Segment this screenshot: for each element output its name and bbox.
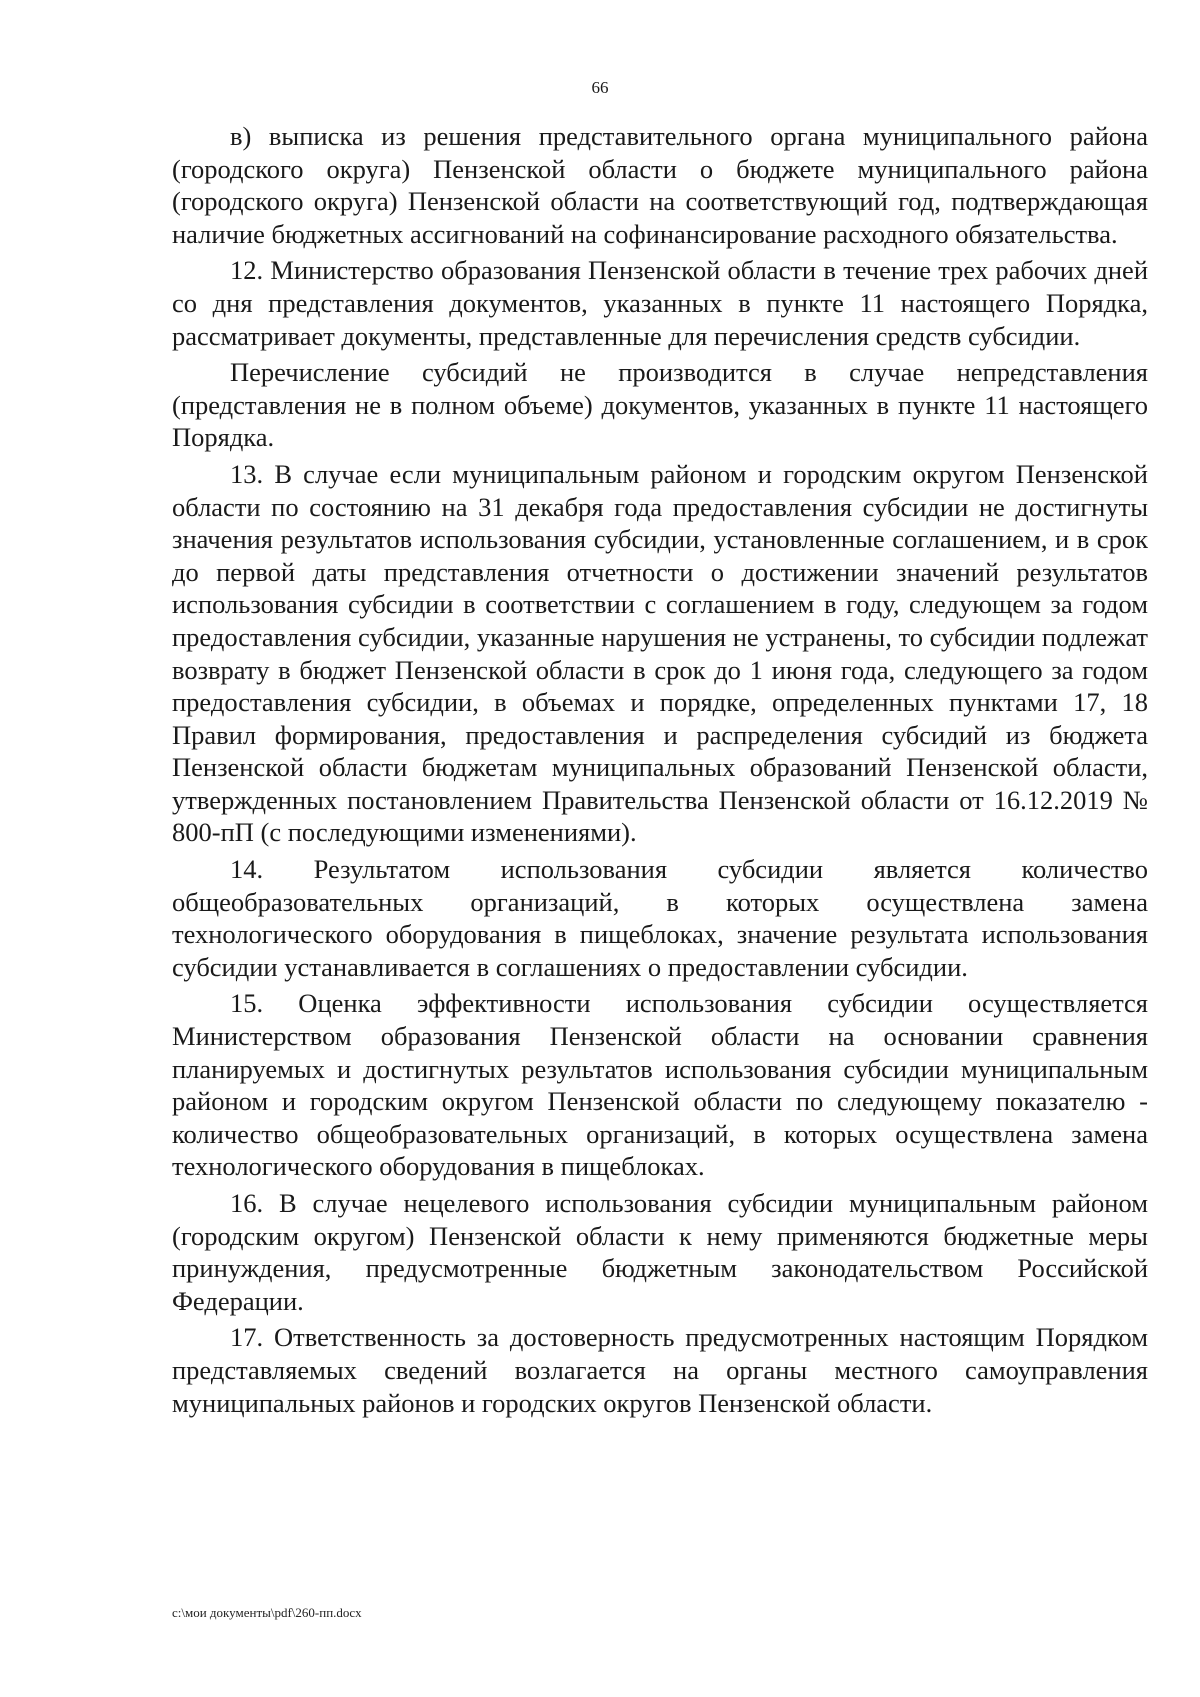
paragraph-v-extract: в) выписка из решения представительного органа муниципального района (городского округа) Пензенской области о бюджете муниципального района (городского округа) Пензенской области на соответствующий год, подтверждающая наличие бюджетных ассигнований на софинансирование расходного обязательства. (172, 121, 1148, 249)
paragraph-17: 17. Ответственность за достоверность предусмотренных настоящим Порядком представляемых сведений возлагается на органы местного самоуправления муниципальных районов и городских округов Пензенской области. (172, 1322, 1148, 1418)
page-number: 66 (591, 78, 609, 97)
paragraph-12: 12. Министерство образования Пензенской области в течение трех рабочих дней со дня представления документов, указанных в пункте 11 настоящего Порядка, рассматривает документы, представленные для перечисления средств субсидии. (172, 255, 1148, 351)
paragraph-14: 14. Результатом использования субсидии является количество общеобразовательных организаций, в которых осуществлена замена технологического оборудования в пищеблоках, значение результата использования субсидии устанавливается в соглашениях о предоставлении субсидии. (172, 854, 1148, 982)
paragraph-13: 13. В случае если муниципальным районом и городским округом Пензенской области по состоянию на 31 декабря года предоставления субсидии не достигнуты значения результатов использования субсидии, установленные соглашением, и в срок до первой даты представления отчетности о достижении значений результатов использования субсидии в соответствии с соглашением в году, следующем за годом предоставления субсидии, указанные нарушения не устранены, то субсидии подлежат возврату в бюджет Пензенской области в срок до 1 июня года, следующего за годом предоставления субсидии, в объемах и порядке, определенных пунктами 17, 18 Правил формирования, предоставления и распределения субсидий из бюджета Пензенской области бюджетам муниципальных образований Пензенской области, утвержденных постановлением Правительства Пензенской области от 16.12.2019 № 800-пП (с последующими изменениями). (172, 458, 1148, 848)
paragraph-transfer-refusal: Перечисление субсидий не производится в случае непредставления (представления не в полном объеме) документов, указанных в пункте 11 настоящего Порядка. (172, 357, 1148, 453)
document-body (172, 120, 1148, 1419)
paragraph-16: 16. В случае нецелевого использования субсидии муниципальным районом (городским округом) Пензенской области к нему применяются бюджетные меры принуждения, предусмотренные бюджетным законодательством Российской Федерации. (172, 1188, 1148, 1316)
footer-file-path: c:\мои документы\pdf\260-пп.docx (172, 1605, 362, 1620)
paragraph-15: 15. Оценка эффективности использования субсидии осуществляется Министерством образования Пензенской области на основании сравнения планируемых и достигнутых результатов использования субсидии муниципальным районом и городским округом Пензенской области по следующему показателю - количество общеобразовательных организаций, в которых осуществлена замена технологического оборудования в пищеблоках. (172, 988, 1148, 1182)
